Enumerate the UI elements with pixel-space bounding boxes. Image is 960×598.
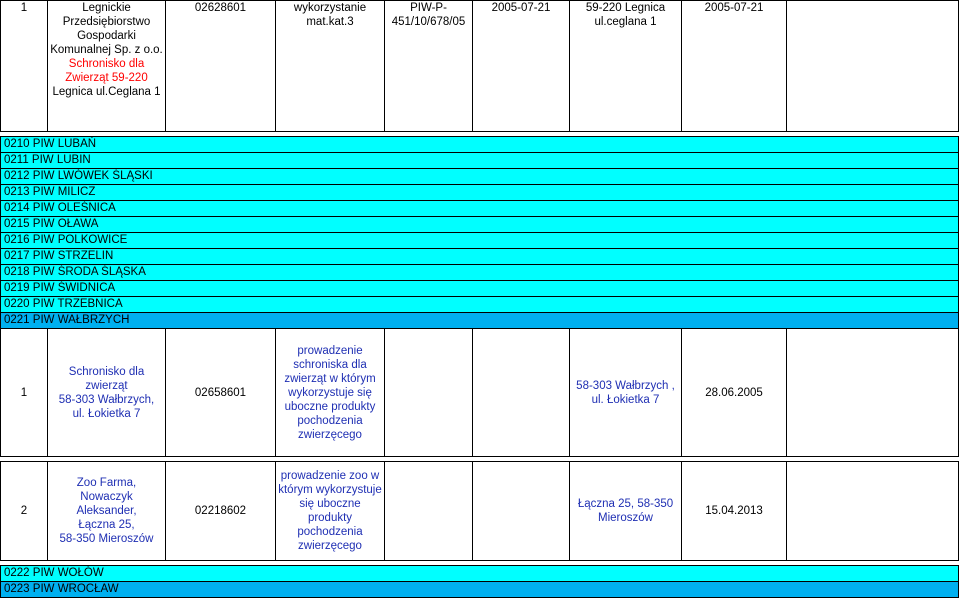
row-number: 1: [1, 1, 48, 132]
decision-date: 2005-07-21: [473, 1, 570, 132]
activity: wykorzystanie mat.kat.3: [276, 1, 385, 132]
establishment-name: Zoo Farma, Nowaczyk Aleksander, Łączna 25, 58-350 Mieroszów: [48, 462, 166, 561]
establishment-name: Schronisko dla zwierząt 58-303 Wałbrzych, ul. Łokietka 7: [48, 329, 166, 457]
section-header: 0218 PIW ŚRODA ŚLĄSKA: [1, 265, 959, 281]
row-number: 1: [1, 329, 48, 457]
section-header: 0216 PIW POLKOWICE: [1, 233, 959, 249]
empty-cell: [473, 329, 570, 457]
vet-number: 02628601: [166, 1, 276, 132]
section-header: 0210 PIW LUBAŃ: [1, 137, 959, 153]
section-header: 0215 PIW OŁAWA: [1, 217, 959, 233]
table-row: [1, 462, 959, 561]
empty-cell: [385, 462, 473, 561]
section-header: 0219 PIW ŚWIDNICA: [1, 281, 959, 297]
empty-cell: [473, 462, 570, 561]
address: 59-220 Legnica ul.ceglana 1: [570, 1, 682, 132]
vet-number: 02658601: [166, 329, 276, 457]
address: 58-303 Wałbrzych , ul. Łokietka 7: [570, 329, 682, 457]
registration-date: 2005-07-21: [682, 1, 787, 132]
row-number: 2: [1, 462, 48, 561]
decision-number: PIW-P- 451/10/678/05: [385, 1, 473, 132]
section-header: 0214 PIW OLEŚNICA: [1, 201, 959, 217]
section-header-walbrzych: 0221 PIW WAŁBRZYCH: [1, 313, 959, 329]
section-header: 0220 PIW TRZEBNICA: [1, 297, 959, 313]
registration-date: 15.04.2013: [682, 462, 787, 561]
registration-date: 28.06.2005: [682, 329, 787, 457]
section-header: 0213 PIW MILICZ: [1, 185, 959, 201]
section-header: 0212 PIW LWÓWEK ŚLĄSKI: [1, 169, 959, 185]
empty-cell: [787, 462, 959, 561]
table-row: [1, 329, 959, 457]
section-header: 0222 PIW WOŁÓW: [1, 566, 959, 582]
section-header: 0217 PIW STRZELIN: [1, 249, 959, 265]
establishment-name: Legnickie Przedsiębiorstwo Gospodarki Komunalnej Sp. z o.o. Schronisko dla Zwierząt 59-220 Legnica ul.Ceglana 1: [48, 1, 166, 132]
activity: prowadzenie zoo w którym wykorzystuje się uboczne produkty pochodzenia zwierzęcego: [276, 462, 385, 561]
table-row: [1, 1, 959, 132]
section-header: 0223 PIW WROCŁAW: [1, 582, 959, 598]
vet-number: 02218602: [166, 462, 276, 561]
empty-cell: [787, 329, 959, 457]
activity: prowadzenie schroniska dla zwierząt w którym wykorzystuje się uboczne produkty pochodzenia zwierzęcego: [276, 329, 385, 457]
address: Łączna 25, 58-350 Mieroszów: [570, 462, 682, 561]
empty-cell: [385, 329, 473, 457]
section-header: 0211 PIW LUBIN: [1, 153, 959, 169]
empty-cell: [787, 1, 959, 132]
